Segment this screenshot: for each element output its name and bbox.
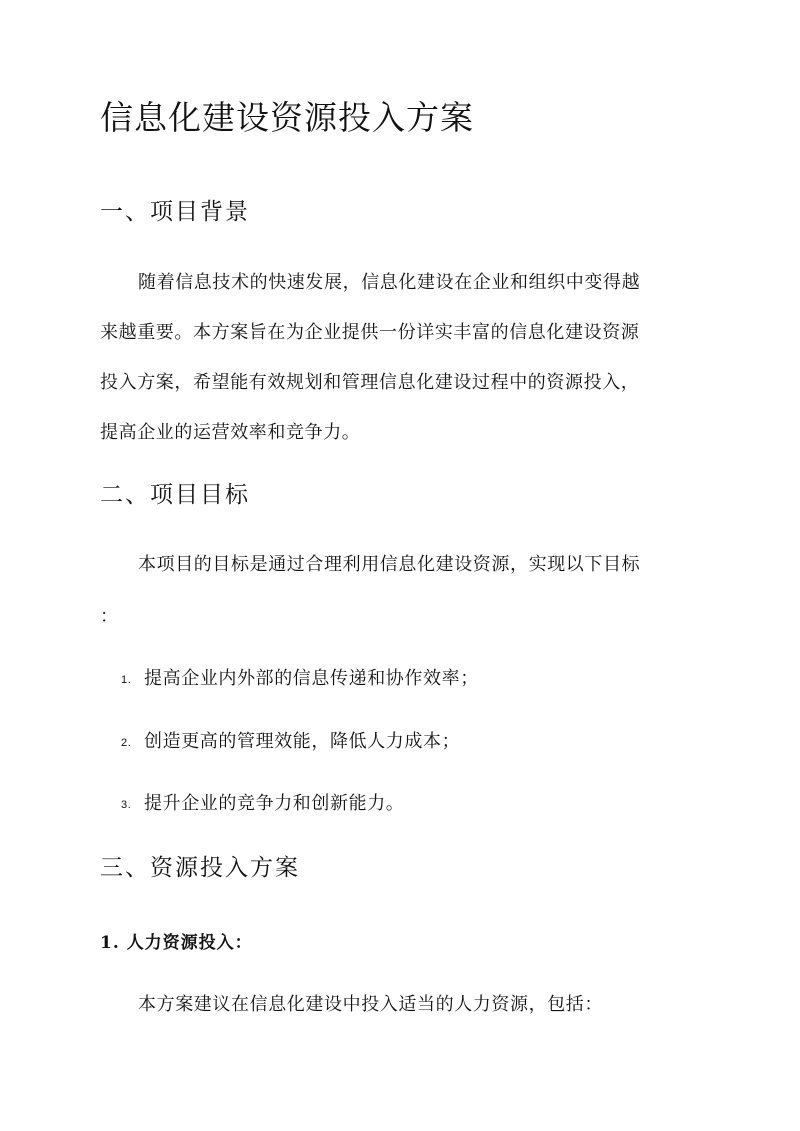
- list-text: 提升企业的竞争力和创新能力。: [144, 793, 405, 814]
- human-resources-paragraph: 本方案建议在信息化建设中投入适当的人力资源，包括：: [138, 994, 603, 1015]
- background-line-2: 来越重要。本方案旨在为企业提供一份详实丰富的信息化建设资源: [100, 322, 640, 343]
- background-paragraph: [100, 258, 700, 458]
- section-heading-goals: 二、项目目标: [100, 482, 250, 508]
- goal-list-item: [121, 791, 404, 818]
- goals-intro-line: 本项目的目标是通过合理利用信息化建设资源，实现以下目标: [138, 554, 641, 575]
- list-number: 2.: [121, 737, 132, 749]
- background-line-4: 提高企业的运营效率和竞争力。: [100, 422, 361, 443]
- section-heading-resources: 三、资源投入方案: [100, 855, 300, 881]
- goal-list-item: [121, 666, 479, 693]
- goals-intro-continuation: ：: [100, 606, 119, 627]
- subsection-heading-human-resources: 1. 人力资源投入：: [100, 933, 253, 953]
- section-heading-background: 一、项目背景: [100, 199, 250, 225]
- list-text: 提高企业内外部的信息传递和协作效率；: [144, 668, 479, 689]
- background-line-1: 随着信息技术的快速发展，信息化建设在企业和组织中变得越: [138, 272, 641, 293]
- goal-list-item: [121, 729, 460, 756]
- background-line-3: 投入方案，希望能有效规划和管理信息化建设过程中的资源投入，: [100, 372, 640, 393]
- list-number: 3.: [121, 799, 132, 811]
- list-number: 1.: [121, 674, 132, 686]
- list-text: 创造更高的管理效能，降低人力成本；: [144, 731, 461, 752]
- document-title: 信息化建设资源投入方案: [100, 98, 474, 137]
